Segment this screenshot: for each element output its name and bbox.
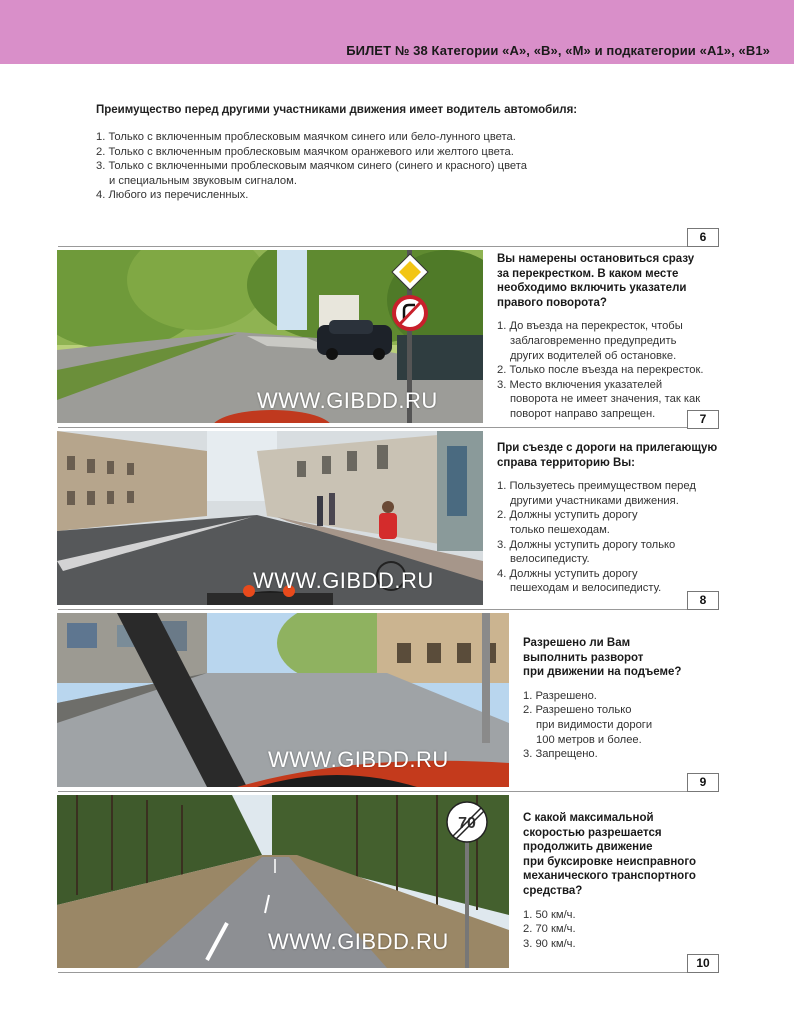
page-header (0, 0, 794, 64)
question-line: при буксировке неисправного (523, 855, 696, 868)
answer-option: 3. Место включения указателей (497, 378, 663, 391)
answer-option: 2. Разрешено только (523, 704, 632, 717)
question-6-answers (497, 319, 719, 421)
answer-option-cont: велосипедисту. (510, 553, 590, 566)
answer-option: 3. Должны уступить дорогу только (497, 538, 676, 551)
watermark: WWW.GIBDD.RU (268, 747, 449, 772)
question-line: При съезде с дороги на прилегающую (497, 442, 718, 454)
question-number-7: 7 (687, 410, 719, 429)
watermark: WWW.GIBDD.RU (268, 929, 449, 954)
divider (58, 427, 719, 428)
answer-option: 4. Должны уступить дорогу (497, 567, 638, 580)
answer-option-cont: поворот направо запрещен. (510, 407, 656, 420)
answer-option: 1. До въезда на перекресток, чтобы (497, 320, 683, 333)
question-8-text (523, 636, 719, 680)
answer-option: 3. Только с включенными проблесковым маячком синего (синего и красного) цвета (96, 160, 527, 172)
photo-street-cyclist (57, 431, 483, 605)
photo-intersection (57, 250, 483, 423)
answer-option: 3. Запрещено. (523, 748, 598, 761)
question-5-block (96, 104, 736, 203)
speed-limit-sign-value: 70 (458, 815, 476, 832)
question-number-8: 8 (687, 591, 719, 610)
answer-option: 1. Разрешено. (523, 689, 597, 702)
question-line: продолжить движение (523, 841, 653, 854)
answer-option-cont: других водителей об остановке. (510, 349, 677, 362)
answer-option: 1. Пользуетесь преимуществом перед (497, 480, 696, 493)
answer-option: 2. 70 км/ч. (523, 923, 576, 936)
answer-option-cont: поворота не имеет значения, так как (510, 393, 701, 406)
answer-option: 3. 90 км/ч. (523, 937, 576, 950)
answer-option: 1. Только с включенным проблесковым маячком синего или бело-лунного цвета. (96, 131, 516, 143)
question-line: за перекрестком. В каком месте (497, 267, 679, 280)
question-number-9: 9 (687, 773, 719, 792)
watermark: WWW.GIBDD.RU (257, 388, 438, 413)
photo-uphill-road (57, 613, 509, 787)
ticket-title: БИЛЕТ № 38 Категории «А», «В», «М» и подкатегории «А1», «В1» (346, 43, 770, 58)
question-line: справа территорию Вы: (497, 456, 635, 469)
question-9-text (523, 811, 719, 899)
answer-option-cont: другими участниками движения. (510, 494, 679, 507)
question-line: средства? (523, 884, 583, 897)
question-number-10: 10 (687, 954, 719, 973)
question-line: Вы намерены остановиться сразу (497, 253, 695, 265)
question-9-block (523, 811, 719, 951)
watermark: WWW.GIBDD.RU (253, 568, 434, 593)
answer-option: 2. Должны уступить дорогу (497, 509, 638, 522)
divider (58, 609, 719, 610)
answer-option-cont: при видимости дороги (536, 718, 653, 731)
question-line: скоростью разрешается (523, 826, 662, 839)
answer-option: 2. Только с включенным проблесковым маячком оранжевого или желтого цвета. (96, 145, 514, 158)
answer-option: 1. 50 км/ч. (523, 908, 576, 921)
divider (58, 246, 719, 247)
answer-option: 4. Любого из перечисленных. (96, 189, 249, 201)
question-8-block (523, 636, 719, 762)
question-line: необходимо включить указатели (497, 282, 687, 295)
answer-option-cont: 100 метров и более. (536, 733, 642, 746)
question-line: правого поворота? (497, 296, 607, 309)
question-7-text (497, 441, 719, 470)
answer-option-cont: заблаговременно предупредить (510, 334, 677, 347)
question-6-block (497, 252, 719, 422)
answer-option-cont: только пешеходам. (510, 523, 610, 536)
photo-forest-road (57, 795, 509, 968)
question-number-6: 6 (687, 228, 719, 247)
question-line: Разрешено ли Вам (523, 637, 631, 649)
answer-option-cont: и специальным звуковым сигналом. (109, 174, 297, 187)
question-line: выполнить разворот (523, 651, 644, 664)
question-6-text (497, 252, 719, 310)
question-line: механического транспортного (523, 870, 696, 883)
question-line: при движении на подъеме? (523, 666, 682, 679)
answer-option: 2. Только после въезда на перекресток. (497, 364, 704, 377)
question-line: С какой максимальной (523, 812, 654, 824)
question-9-answers (523, 908, 719, 952)
divider (58, 972, 719, 973)
question-5-answers (96, 130, 736, 203)
question-7-answers (497, 479, 719, 596)
answer-option-cont: пешеходам и велосипедисту. (510, 582, 662, 595)
question-8-answers (523, 689, 719, 762)
divider (58, 791, 719, 792)
question-7-block (497, 441, 719, 596)
question-5-text: Преимущество перед другими участниками движения имеет водитель автомобиля: (96, 104, 578, 116)
